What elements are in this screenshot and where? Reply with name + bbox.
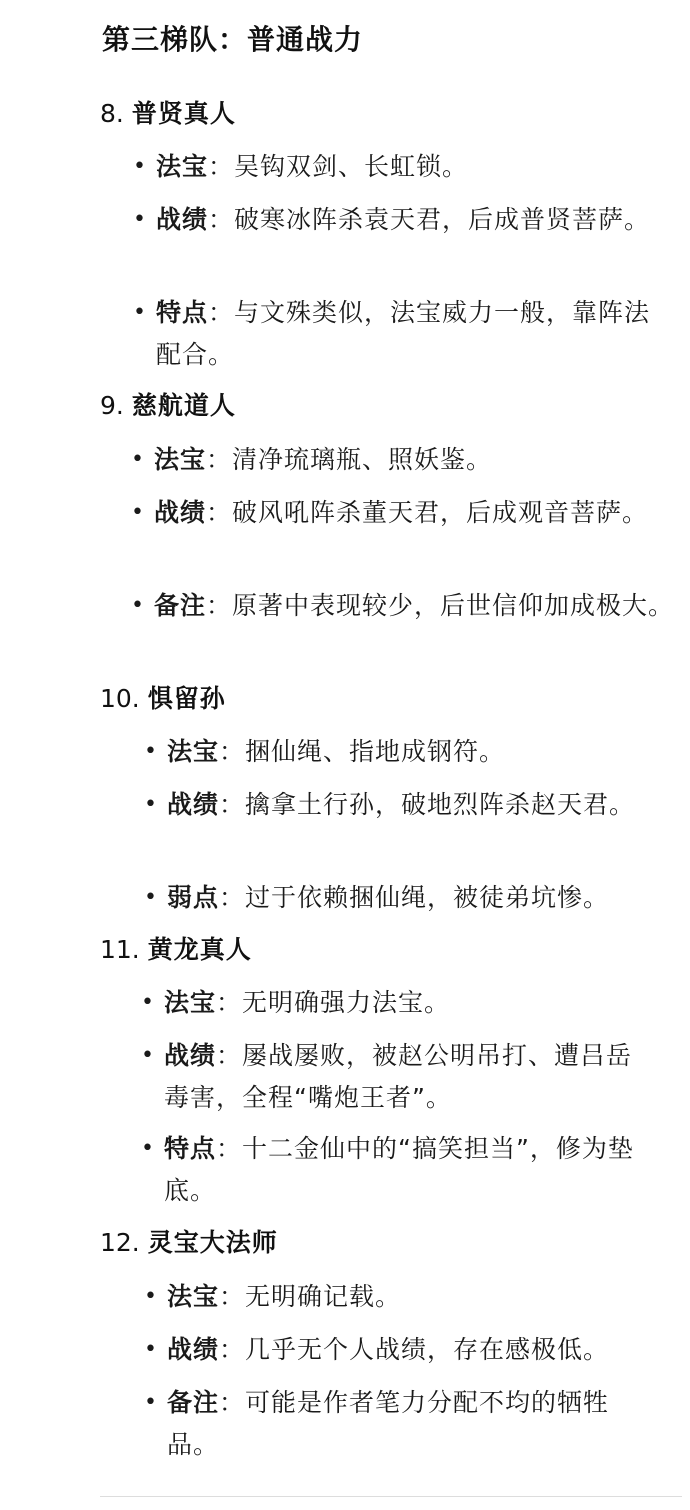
bullet-text: 破寒冰阵杀袁天君，后成普贤菩萨。 (234, 205, 651, 234)
bullet-colon: ： (219, 1388, 246, 1417)
bullet-dot: • (131, 500, 145, 525)
bullet-text: 擒拿土行孙，破地烈阵杀赵天君。 (245, 790, 636, 819)
bullet-colon: ： (219, 737, 246, 766)
bullet-dot: • (144, 1337, 158, 1362)
bullet-text: 几乎无个人战绩，存在感极低。 (245, 1335, 610, 1364)
list-item (133, 292, 676, 376)
bullet-colon: ： (208, 152, 235, 181)
bullet-text: 清净琉璃瓶、照妖鉴。 (232, 445, 493, 474)
bullet-text: 捆仙绳、指地成钢符。 (245, 737, 506, 766)
list-item (141, 1128, 654, 1212)
bullet-text: 过于依赖捆仙绳，被徒弟坑惨。 (245, 883, 610, 912)
bullet-colon: ： (219, 883, 246, 912)
bullet-text: 破风吼阵杀董天君，后成观音菩萨。 (232, 498, 649, 527)
entry-title (100, 679, 226, 719)
list-item (141, 982, 654, 1024)
entry-title (100, 386, 236, 426)
list-item (141, 1035, 654, 1119)
bullet-dot: • (144, 739, 158, 764)
bullet-dot: • (141, 1043, 155, 1068)
bullet-colon: ： (216, 1134, 243, 1163)
bullet-colon: ： (219, 790, 246, 819)
bullet-text: 可能是作者笔力分配不均的牺牲品。 (167, 1388, 610, 1459)
bullet-dot: • (133, 154, 147, 179)
list-item (131, 585, 678, 627)
list-item (133, 199, 656, 241)
entry-number: 10. (100, 684, 140, 713)
list-item (144, 1382, 657, 1466)
list-item (144, 1276, 657, 1318)
list-item (144, 784, 637, 826)
entry-name: 普贤真人 (131, 99, 236, 128)
bullet-colon: ： (206, 445, 233, 474)
bullet-label: 备注 (154, 591, 207, 620)
list-item (133, 146, 656, 188)
bullet-colon: ： (206, 591, 233, 620)
entry-title (100, 94, 236, 134)
bullet-colon: ： (206, 498, 233, 527)
list-item (131, 492, 654, 534)
bullet-label: 法宝 (167, 1282, 220, 1311)
bullet-colon: ： (219, 1282, 246, 1311)
bullet-text: 无明确强力法宝。 (242, 988, 451, 1017)
bullet-label: 法宝 (167, 737, 220, 766)
bullet-dot: • (133, 300, 147, 325)
bullet-text: 屡战屡败，被赵公明吊打、遭吕岳毒害，全程“嘴炮王者”。 (164, 1041, 633, 1112)
entry-name: 黄龙真人 (147, 935, 252, 964)
entry-number: 12. (100, 1228, 140, 1257)
bullet-colon: ： (216, 1041, 243, 1070)
bullet-colon: ： (208, 205, 235, 234)
list-item (144, 1329, 667, 1371)
bullet-label: 法宝 (156, 152, 209, 181)
bullet-text: 吴钩双剑、长虹锁。 (234, 152, 469, 181)
bullet-label: 法宝 (164, 988, 217, 1017)
bullet-text: 与文殊类似，法宝威力一般，靠阵法配合。 (156, 298, 651, 369)
bullet-dot: • (144, 1284, 158, 1309)
bullet-dot: • (141, 990, 155, 1015)
bullet-dot: • (144, 885, 158, 910)
bullet-label: 特点 (164, 1134, 217, 1163)
entry-name: 灵宝大法师 (147, 1228, 278, 1257)
bullet-label: 战绩 (167, 790, 220, 819)
list-item (144, 877, 667, 919)
bullet-label: 战绩 (156, 205, 209, 234)
bullet-colon: ： (216, 988, 243, 1017)
bullet-label: 弱点 (167, 883, 220, 912)
bullet-colon: ： (208, 298, 235, 327)
bullet-label: 战绩 (164, 1041, 217, 1070)
entry-number: 9. (100, 391, 124, 420)
list-item (131, 439, 654, 481)
bullet-label: 法宝 (154, 445, 207, 474)
entry-number: 11. (100, 935, 140, 964)
entry-name: 慈航道人 (131, 391, 236, 420)
section-heading: 第三梯队：普通战力 (102, 23, 364, 56)
bullet-colon: ： (219, 1335, 246, 1364)
bullet-text: 原著中表现较少，后世信仰加成极大。 (232, 591, 675, 620)
entry-number: 8. (100, 99, 124, 128)
bullet-text: 十二金仙中的“搞笑担当”，修为垫底。 (164, 1134, 634, 1205)
list-item (144, 731, 657, 773)
bullet-dot: • (131, 593, 145, 618)
bullet-dot: • (131, 447, 145, 472)
bullet-text: 无明确记载。 (245, 1282, 402, 1311)
bottom-divider (100, 1496, 682, 1497)
entry-title (100, 1223, 278, 1263)
bullet-dot: • (141, 1136, 155, 1161)
bullet-label: 备注 (167, 1388, 220, 1417)
bullet-dot: • (133, 207, 147, 232)
bullet-dot: • (144, 792, 158, 817)
bullet-label: 特点 (156, 298, 209, 327)
entry-title (100, 930, 252, 970)
bullet-dot: • (144, 1390, 158, 1415)
entry-name: 惧留孙 (147, 684, 226, 713)
bullet-label: 战绩 (167, 1335, 220, 1364)
bullet-label: 战绩 (154, 498, 207, 527)
